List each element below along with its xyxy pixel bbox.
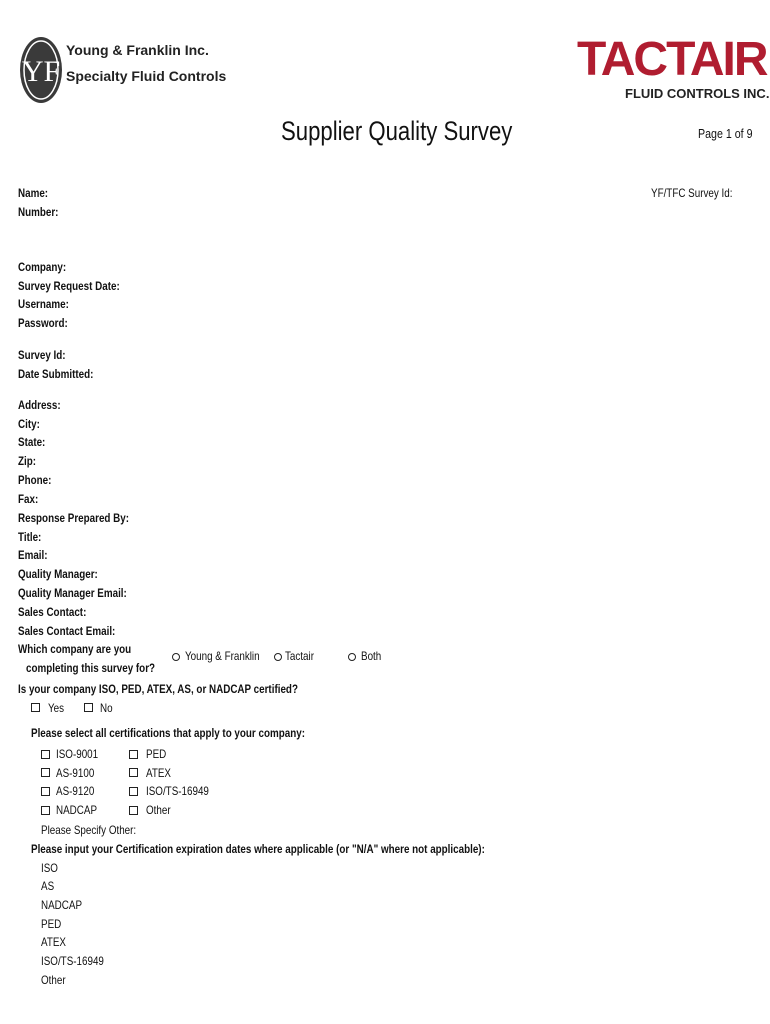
- cert-other-label: Other: [146, 803, 171, 817]
- zip-label: Zip:: [18, 454, 37, 468]
- expiration-iso-label: ISO: [41, 861, 58, 875]
- sales-contact-label: Sales Contact:: [18, 605, 87, 619]
- cert-atex-checkbox[interactable]: [129, 768, 138, 777]
- expiration-prompt: Please input your Certification expiration dates where applicable (or "N/A" where not applicable):: [31, 842, 485, 856]
- certified-yes-label: Yes: [48, 701, 65, 715]
- cert-iso-ts-16949-label: ISO/TS-16949: [146, 784, 209, 798]
- option-young-franklin-label: Young & Franklin: [185, 649, 260, 663]
- cert-nadcap-label: NADCAP: [56, 803, 98, 817]
- page-indicator: Page 1 of 9: [698, 126, 753, 141]
- certified-no-checkbox[interactable]: [84, 703, 93, 712]
- response-prepared-by-label: Response Prepared By:: [18, 511, 130, 525]
- company-tagline: Specialty Fluid Controls: [66, 68, 227, 84]
- title-label: Title:: [18, 530, 42, 544]
- address-label: Address:: [18, 398, 61, 412]
- survey-id-field-label: Survey Id:: [18, 348, 66, 362]
- cert-ped-label: PED: [146, 747, 167, 761]
- expiration-iso-ts-16949-label: ISO/TS-16949: [41, 954, 104, 968]
- cert-iso-9001-label: ISO-9001: [56, 747, 99, 761]
- company-question-line1: Which company are you: [18, 642, 132, 656]
- certifications-prompt: Please select all certifications that apply to your company:: [31, 726, 305, 740]
- option-both-label: Both: [361, 649, 382, 663]
- cert-as-9120-checkbox[interactable]: [41, 787, 50, 796]
- option-tactair-label: Tactair: [285, 649, 314, 663]
- state-label: State:: [18, 435, 46, 449]
- cert-atex-label: ATEX: [146, 766, 171, 780]
- quality-manager-email-label: Quality Manager Email:: [18, 586, 127, 600]
- cert-other-checkbox[interactable]: [129, 806, 138, 815]
- yf-logo-mark: [20, 37, 62, 103]
- company-name: Young & Franklin Inc.: [66, 42, 209, 58]
- survey-request-date-label: Survey Request Date:: [18, 279, 120, 293]
- certified-question: Is your company ISO, PED, ATEX, AS, or NADCAP certified?: [18, 682, 298, 696]
- page-title: Supplier Quality Survey: [281, 116, 513, 146]
- email-label: Email:: [18, 548, 48, 562]
- fax-label: Fax:: [18, 492, 39, 506]
- yf-logo: [20, 37, 62, 103]
- cert-as-9100-label: AS-9100: [56, 766, 95, 780]
- expiration-nadcap-label: NADCAP: [41, 898, 83, 912]
- radio-both[interactable]: [348, 653, 356, 661]
- svg-text:YF: YF: [21, 55, 61, 88]
- survey-id-label: YF/TFC Survey Id:: [651, 186, 733, 200]
- date-submitted-label: Date Submitted:: [18, 367, 94, 381]
- cert-as-9100-checkbox[interactable]: [41, 768, 50, 777]
- company-label: Company:: [18, 260, 67, 274]
- sales-contact-email-label: Sales Contact Email:: [18, 624, 116, 638]
- cert-iso-ts-16949-checkbox[interactable]: [129, 787, 138, 796]
- city-label: City:: [18, 417, 40, 431]
- cert-nadcap-checkbox[interactable]: [41, 806, 50, 815]
- certified-no-label: No: [100, 701, 113, 715]
- name-label: Name:: [18, 186, 49, 200]
- username-label: Username:: [18, 297, 69, 311]
- radio-young-franklin[interactable]: [172, 653, 180, 661]
- cert-ped-checkbox[interactable]: [129, 750, 138, 759]
- expiration-as-label: AS: [41, 879, 55, 893]
- cert-iso-9001-checkbox[interactable]: [41, 750, 50, 759]
- expiration-atex-label: ATEX: [41, 935, 66, 949]
- radio-tactair[interactable]: [274, 653, 282, 661]
- cert-as-9120-label: AS-9120: [56, 784, 95, 798]
- specify-other-label: Please Specify Other:: [41, 823, 137, 837]
- password-label: Password:: [18, 316, 68, 330]
- quality-manager-label: Quality Manager:: [18, 567, 98, 581]
- tactair-subtitle: FLUID CONTROLS INC.: [625, 86, 770, 101]
- expiration-ped-label: PED: [41, 917, 62, 931]
- expiration-other-label: Other: [41, 973, 66, 987]
- company-question-line2: completing this survey for?: [26, 661, 156, 675]
- number-label: Number:: [18, 205, 59, 219]
- certified-yes-checkbox[interactable]: [31, 703, 40, 712]
- tactair-logo: TACTAIR: [577, 33, 767, 86]
- phone-label: Phone:: [18, 473, 52, 487]
